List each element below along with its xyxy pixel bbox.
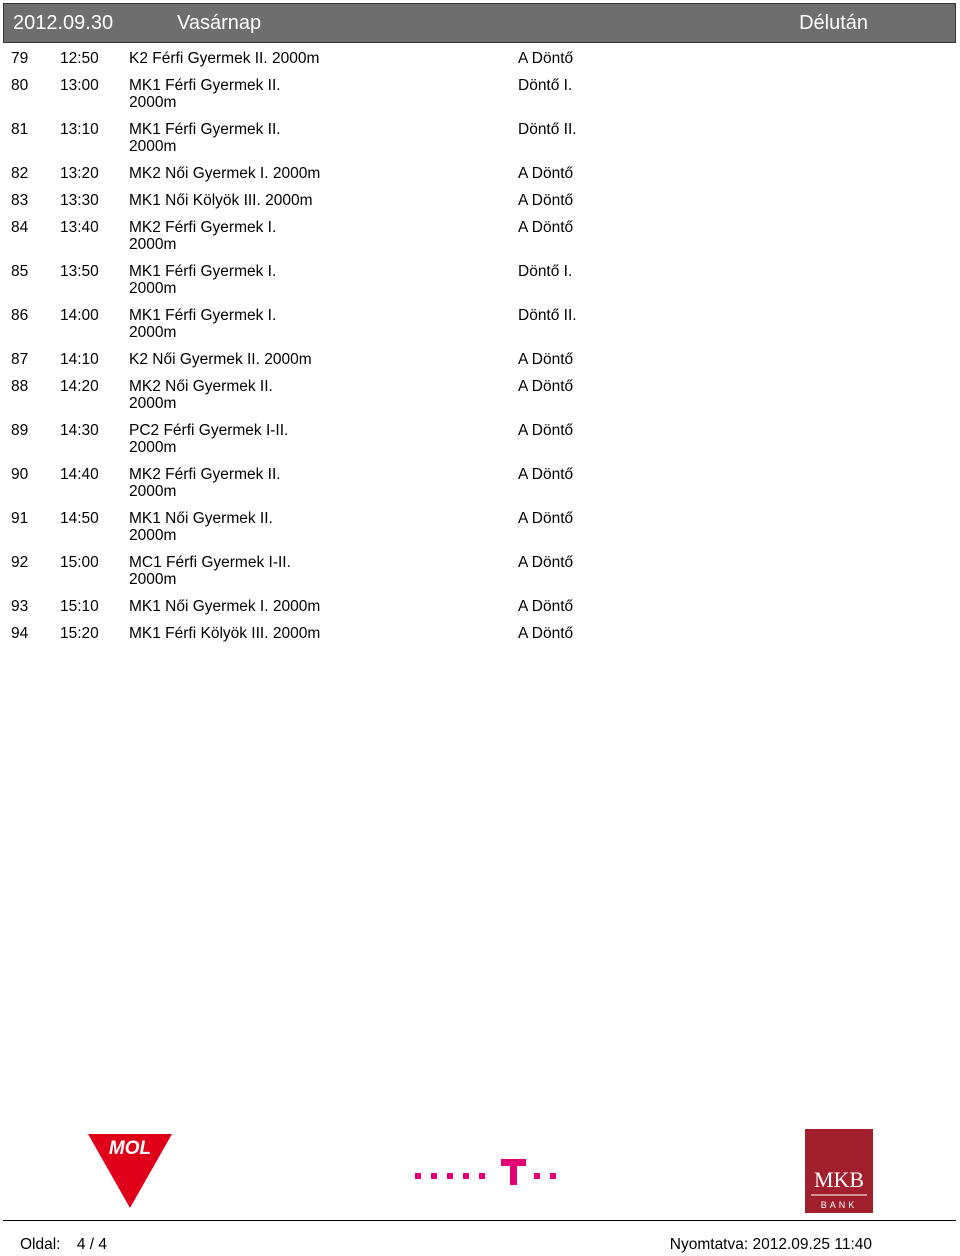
- race-time: 14:00: [60, 307, 99, 324]
- mkb-logo-text: MKB: [813, 1167, 865, 1192]
- race-event: K2 Férfi Gyermek II. 2000m: [129, 50, 320, 67]
- race-phase: A Döntő: [518, 351, 574, 368]
- race-number: 83: [11, 192, 29, 209]
- race-number: 91: [11, 510, 29, 527]
- race-row: [0, 595, 960, 622]
- mkb-bank-text: BANK: [820, 1200, 858, 1210]
- race-row: [0, 507, 960, 551]
- printed-timestamp: Nyomtatva: 2012.09.25 11:40: [669, 1236, 872, 1253]
- race-event: MK2 Női Gyermek I. 2000m: [129, 165, 321, 182]
- race-time: 15:00: [60, 554, 99, 571]
- race-time: 14:10: [60, 351, 99, 368]
- race-time: 14:40: [60, 466, 99, 483]
- race-time: 12:50: [60, 50, 99, 67]
- race-row: [0, 375, 960, 419]
- race-row: [0, 551, 960, 595]
- race-phase: A Döntő: [518, 422, 574, 439]
- race-event: PC2 Férfi Gyermek I-II. 2000m: [129, 422, 289, 456]
- page-indicator: [20, 1236, 107, 1254]
- race-number: 85: [11, 263, 29, 280]
- race-event: MK2 Női Gyermek II. 2000m: [129, 378, 273, 412]
- race-time: 15:20: [60, 625, 99, 642]
- race-event: MK2 Férfi Gyermek I. 2000m: [129, 219, 277, 253]
- race-event: MK2 Férfi Gyermek II. 2000m: [129, 466, 281, 500]
- race-row: [0, 74, 960, 118]
- race-event: MK1 Férfi Gyermek I. 2000m: [129, 263, 277, 297]
- mol-logo: [88, 1134, 172, 1208]
- race-row: [0, 162, 960, 189]
- race-number: 84: [11, 219, 29, 236]
- header-date: 2012.09.30: [13, 12, 114, 34]
- race-time: 13:20: [60, 165, 99, 182]
- race-time: 14:20: [60, 378, 99, 395]
- race-number: 80: [11, 77, 29, 94]
- race-number: 90: [11, 466, 29, 483]
- race-number: 82: [11, 165, 29, 182]
- race-event: MK1 Férfi Gyermek I. 2000m: [129, 307, 277, 341]
- footer-divider: [3, 1220, 956, 1221]
- race-phase: A Döntő: [518, 510, 574, 527]
- race-number: 89: [11, 422, 29, 439]
- race-event: MK1 Női Gyermek II. 2000m: [129, 510, 273, 544]
- race-time: 13:30: [60, 192, 99, 209]
- race-row: [0, 47, 960, 74]
- page-label: Oldal:: [20, 1236, 61, 1253]
- race-row: [0, 622, 960, 649]
- race-number: 87: [11, 351, 29, 368]
- race-phase: A Döntő: [518, 219, 574, 236]
- race-event: MK1 Férfi Kölyök III. 2000m: [129, 625, 321, 642]
- race-row: [0, 118, 960, 162]
- race-number: 81: [11, 121, 29, 138]
- race-row: [0, 304, 960, 348]
- race-time: 13:40: [60, 219, 99, 236]
- race-number: 79: [11, 50, 29, 67]
- race-phase: A Döntő: [518, 466, 574, 483]
- race-phase: Döntő I.: [518, 77, 573, 94]
- race-number: 92: [11, 554, 29, 571]
- race-phase: Döntő II.: [518, 307, 577, 324]
- race-time: 13:10: [60, 121, 99, 138]
- race-phase: A Döntő: [518, 165, 574, 182]
- race-number: 88: [11, 378, 29, 395]
- page-number: 4 / 4: [76, 1236, 107, 1253]
- race-event: MC1 Férfi Gyermek I-II. 2000m: [129, 554, 291, 588]
- race-row: [0, 348, 960, 375]
- race-row: [0, 189, 960, 216]
- header-part-of-day: Délután: [799, 12, 868, 34]
- race-row: [0, 260, 960, 304]
- mol-logo-text: MOL: [108, 1138, 152, 1159]
- race-time: 13:50: [60, 263, 99, 280]
- race-phase: A Döntő: [518, 50, 574, 67]
- race-phase: Döntő I.: [518, 263, 573, 280]
- race-time: 15:10: [60, 598, 99, 615]
- mkb-bank-logo: [805, 1129, 873, 1213]
- race-row: [0, 463, 960, 507]
- race-event: MK1 Női Gyermek I. 2000m: [129, 598, 321, 615]
- race-phase: A Döntő: [518, 598, 574, 615]
- race-number: 93: [11, 598, 29, 615]
- race-event: MK1 Női Kölyök III. 2000m: [129, 192, 313, 209]
- header-day: Vasárnap: [177, 12, 262, 34]
- race-row: [0, 216, 960, 260]
- race-event: K2 Női Gyermek II. 2000m: [129, 351, 312, 368]
- race-phase: Döntő II.: [518, 121, 577, 138]
- race-phase: A Döntő: [518, 625, 574, 642]
- race-event: MK1 Férfi Gyermek II. 2000m: [129, 121, 281, 155]
- race-schedule-table: [0, 47, 960, 649]
- race-time: 14:50: [60, 510, 99, 527]
- race-time: 13:00: [60, 77, 99, 94]
- race-row: [0, 419, 960, 463]
- race-number: 86: [11, 307, 29, 324]
- race-phase: A Döntő: [518, 378, 574, 395]
- telekom-logo: [415, 1157, 560, 1187]
- race-phase: A Döntő: [518, 554, 574, 571]
- race-phase: A Döntő: [518, 192, 574, 209]
- race-number: 94: [11, 625, 29, 642]
- page-header: [3, 3, 956, 43]
- race-event: MK1 Férfi Gyermek II. 2000m: [129, 77, 281, 111]
- race-time: 14:30: [60, 422, 99, 439]
